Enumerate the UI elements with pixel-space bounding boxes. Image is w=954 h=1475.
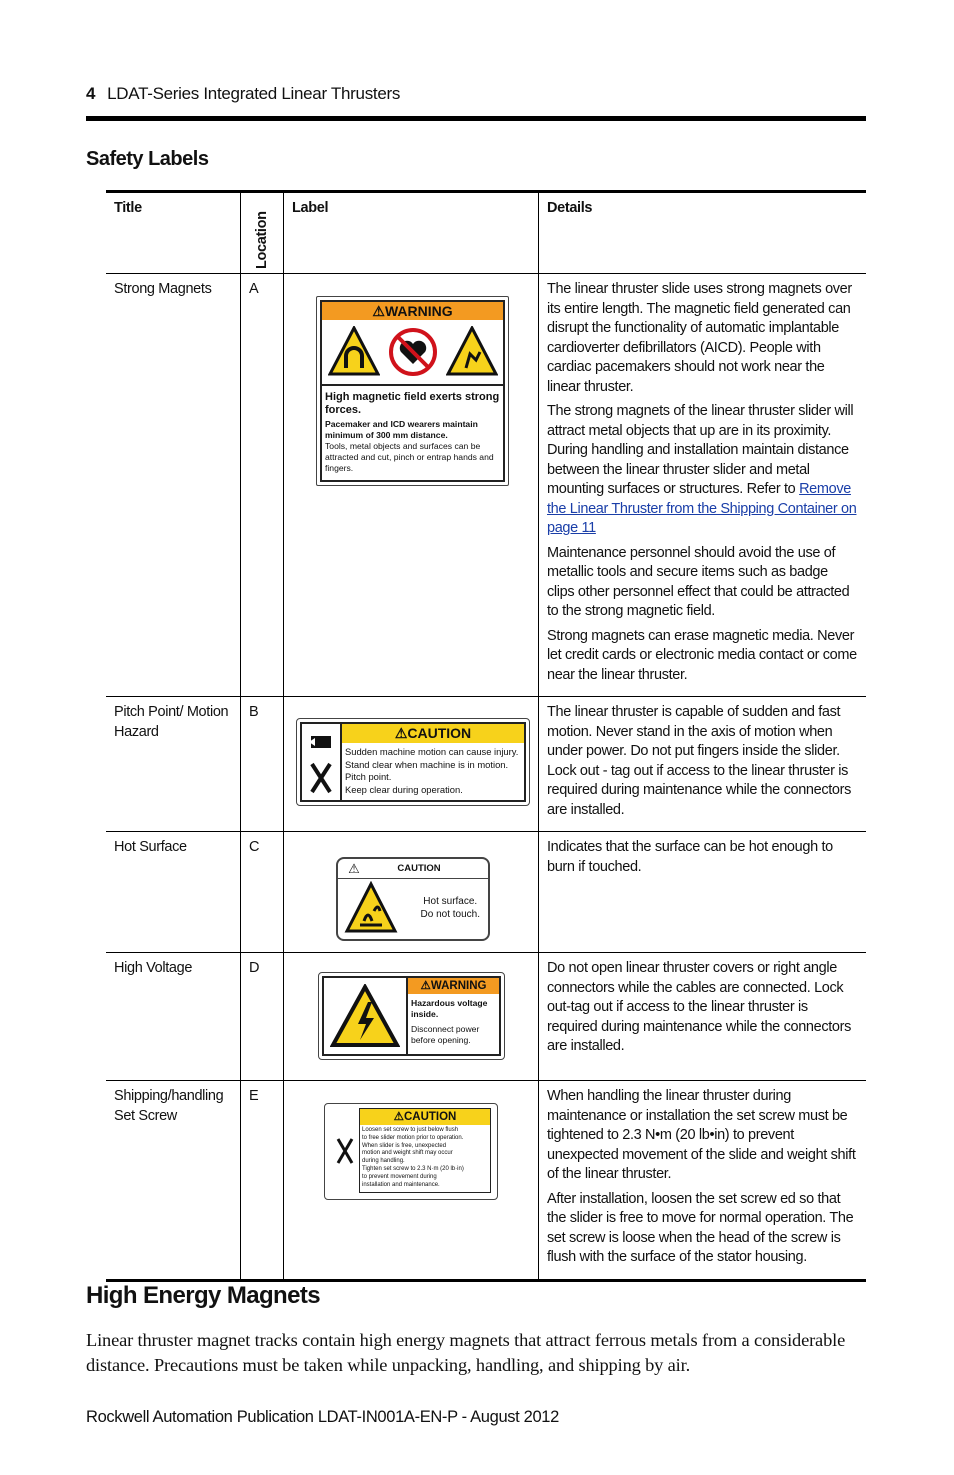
strong-magnets-label — [316, 296, 509, 486]
label-text: during handling. — [362, 1158, 405, 1165]
row-location: E — [241, 1081, 284, 1281]
col-header-label: Label — [284, 192, 539, 274]
set-screw-label — [324, 1103, 498, 1200]
details-paragraph: Do not open linear thruster covers or right angle connectors while the cables are connected. Lock out-tag out if access to the linear thruster is required during maintenance while the connectors are installed. — [547, 960, 852, 1054]
warning-triangle-icon: ⚠ — [348, 860, 360, 876]
label-text: Tools, metal objects and surfaces can be attracted and cut, pinch or entrap hands and fingers. — [325, 441, 494, 473]
magnet-icon — [328, 326, 380, 378]
label-cell — [284, 832, 539, 953]
table-row — [106, 1081, 866, 1281]
caution-banner: ⚠CAUTION — [360, 1109, 490, 1125]
details-cell — [539, 1081, 867, 1281]
table-row — [106, 697, 866, 832]
col-header-title: Title — [114, 200, 142, 216]
row-title: Shipping/handling Set Screw — [114, 1088, 224, 1124]
row-title: Strong Magnets — [114, 281, 212, 297]
pacemaker-prohibited-icon — [387, 326, 439, 378]
details-paragraph: Indicates that the surface can be hot enough to burn if touched. — [547, 839, 833, 875]
label-text: Tighten set screw to 2.3 N·m (20 lb·in) — [362, 1165, 464, 1172]
high-energy-magnets-paragraph: Linear thruster magnet tracks contain high energy magnets that attract ferrous metals from a considerable distance. Precautions must be taken while unpacking, handling, and shipping by air. — [86, 1330, 846, 1375]
details-paragraph: The strong magnets of the linear thruster slider will attract metal objects that up are in its proximity. During handling and installation maintain distance between the linear thruster slider and metal mounting surfaces or structures. Refer to — [547, 403, 854, 497]
label-text: to free slider motion prior to operation. — [362, 1134, 464, 1141]
label-text: Keep clear during operation. — [345, 783, 463, 795]
safety-labels-table — [106, 190, 866, 1282]
col-header-location — [241, 192, 284, 274]
table-row — [106, 274, 866, 697]
row-title: High Voltage — [114, 960, 193, 976]
label-text: When slider is free, unexpected — [362, 1142, 447, 1149]
row-location: B — [241, 697, 284, 832]
table-row — [106, 832, 866, 953]
warning-triangle-icon: ⚠ — [420, 980, 431, 992]
details-paragraph: After installation, loosen the set screw ed so that the slider is free to move for normal operation. The set screw is loose when the head of the screw is flush with the surface of the stator housing. — [547, 1190, 854, 1265]
caution-banner: CAUTION — [397, 862, 441, 874]
high-energy-magnets-heading: High Energy Magnets — [86, 1282, 320, 1309]
details-paragraph: Strong magnets can erase magnetic media. Never let credit cards or electronic media contact or come near the linear thruster. — [547, 627, 857, 683]
location-header-label: Location — [254, 211, 270, 269]
table-header-row — [106, 192, 866, 274]
label-text: Loosen set screw to just below flush — [362, 1127, 459, 1133]
high-voltage-label — [318, 972, 505, 1060]
shipping-container-link[interactable]: Remove the Linear Thruster from the Shipping Container on page 11 — [547, 481, 857, 536]
details-paragraph: When handling the linear thruster during maintenance or installation the set screw must be tightened to 2.3 N•m (20 lb•in) to prevent unexpected movement of the slide and weight shift of the linear thruster. — [547, 1088, 856, 1182]
label-heading: Hazardous voltage inside. — [411, 998, 488, 1019]
page-footer: Rockwell Automation Publication LDAT-IN001A-EN-P - August 2012 — [86, 1408, 559, 1426]
caution-banner: ⚠CAUTION — [342, 724, 524, 743]
label-text: Stand clear when machine is in motion. — [345, 758, 509, 770]
table-row — [106, 953, 866, 1081]
label-text: to prevent movement during — [362, 1173, 437, 1180]
label-cell — [284, 274, 539, 697]
section-title: Safety Labels — [86, 148, 209, 170]
label-text: Sudden machine motion can cause injury. — [345, 746, 519, 757]
details-paragraph: Maintenance personnel should avoid the use of metallic tools and secure items such as badge clips other personnel effect that could be attracted to the strong magnetic field. — [547, 544, 850, 619]
label-cell — [284, 1081, 539, 1281]
row-title: Pitch Point/ Motion Hazard — [114, 704, 229, 740]
high-voltage-icon — [330, 984, 400, 1048]
details-cell — [539, 832, 867, 953]
label-cell — [284, 953, 539, 1081]
label-text: Pitch point. — [345, 771, 392, 782]
hot-surface-label — [336, 857, 490, 941]
hand-crush-icon — [446, 326, 498, 378]
label-bold-line: Pacemaker and ICD wearers maintain minimum of 300 mm distance. — [325, 419, 478, 440]
warning-banner: ⚠WARNING — [408, 978, 499, 994]
label-text: Disconnect power before opening. — [411, 1024, 480, 1045]
pinch-point-icon — [335, 1136, 355, 1166]
page-number: 4 — [86, 84, 96, 103]
details-cell — [539, 953, 867, 1081]
label-text: Do not touch. — [420, 909, 480, 920]
col-header-details: Details — [547, 200, 593, 216]
warning-banner: ⚠WARNING — [322, 302, 503, 320]
label-text: motion and weight shift may occur — [362, 1150, 453, 1157]
details-paragraph: The linear thruster is capable of sudden and fast motion. Never stand in the axis of motion when under power. Do not put fingers inside the slider. Lock out - tag out if access to the linear thruster is required during maintenance while the connectors are installed. — [547, 704, 852, 818]
pitch-point-label — [296, 718, 530, 806]
label-heading: High magnetic field exerts strong forces. — [325, 391, 500, 416]
row-location: D — [241, 953, 284, 1081]
warning-triangle-icon: ⚠ — [393, 1111, 404, 1123]
hot-surface-icon — [344, 881, 398, 935]
page-header — [86, 84, 400, 104]
details-cell — [539, 274, 867, 697]
label-cell — [284, 697, 539, 832]
row-location: C — [241, 832, 284, 953]
warning-triangle-icon: ⚠ — [372, 303, 385, 319]
row-title: Hot Surface — [114, 839, 187, 855]
details-cell — [539, 697, 867, 832]
warning-triangle-icon: ⚠ — [394, 725, 408, 741]
details-paragraph: The linear thruster slide uses strong magnets over its entire length. The magnetic field generated can disrupt the functionality of automatic implantable cardioverter defibrillators (AICD). People with cardiac pacemakers should not work near the linear thruster. — [547, 281, 852, 395]
document-title: LDAT-Series Integrated Linear Thrusters — [107, 84, 401, 103]
header-rule — [86, 116, 866, 121]
motion-hazard-icon — [307, 728, 335, 756]
label-text: installation and maintenance. — [362, 1181, 440, 1188]
label-text: Hot surface. — [423, 896, 478, 907]
row-location: A — [241, 274, 284, 697]
pinch-point-icon — [306, 760, 336, 796]
